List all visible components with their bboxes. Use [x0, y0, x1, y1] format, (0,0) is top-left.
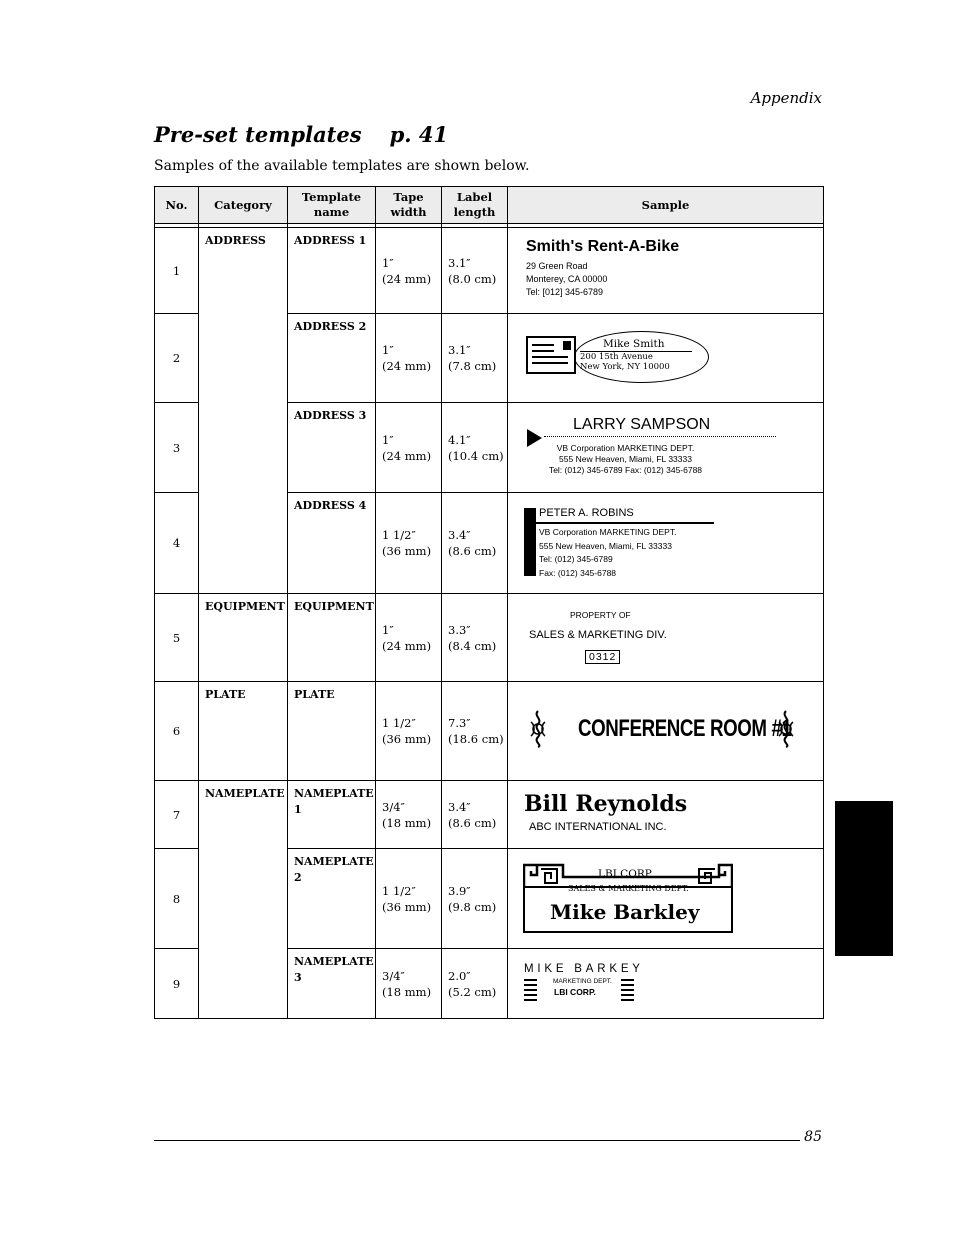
row-number: 2: [155, 314, 199, 403]
sample-line: SALES & MARKETING DEPT.: [568, 884, 689, 893]
tape-width: 1″ (24 mm): [376, 314, 442, 403]
sample-line: 555 New Heaven, Miami, FL 33333: [559, 454, 692, 464]
row-number: 9: [155, 949, 199, 1019]
sample-line: Tel: (012) 345-6789 Fax: (012) 345-6788: [548, 465, 703, 475]
sample-title: Smith's Rent-A-Bike: [526, 238, 680, 255]
sample-address-2: [508, 314, 824, 403]
sample-address-3: [508, 403, 824, 493]
sample-name: Bill Reynolds: [524, 791, 688, 817]
label-length: 2.0″ (5.2 cm): [442, 949, 508, 1019]
sample-line: Fax: (012) 345-6788: [539, 568, 617, 578]
row-number: 5: [155, 594, 199, 682]
sample-line: 29 Green Road: [526, 261, 588, 271]
template-name: PLATE: [288, 682, 376, 781]
sample-number: 0312: [585, 650, 620, 664]
sample-line: ABC INTERNATIONAL INC.: [529, 821, 667, 833]
sample-text: CONFERENCE ROOM #1: [578, 715, 792, 742]
row-number: 7: [155, 781, 199, 849]
category-cell: ADDRESS: [199, 228, 288, 594]
sample-name: Mike Smith: [603, 338, 665, 350]
label-length: 3.1″ (7.8 cm): [442, 314, 508, 403]
sample-company: LBI CORP.: [598, 868, 653, 880]
sample-nameplate-2: [508, 849, 824, 949]
label-length: 7.3″ (18.6 cm): [442, 682, 508, 781]
sample-nameplate-3: [508, 949, 824, 1019]
category-cell: NAMEPLATE: [199, 781, 288, 1019]
label-length: 3.3″ (8.4 cm): [442, 594, 508, 682]
sample-company: LBI CORP.: [554, 987, 596, 997]
header-tape-width: Tape width: [376, 187, 442, 224]
tape-width: 1″ (24 mm): [376, 228, 442, 314]
row-number: 3: [155, 403, 199, 493]
sample-line: New York, NY 10000: [580, 362, 670, 372]
label-length: 3.9″ (9.8 cm): [442, 849, 508, 949]
sample-address-4: [508, 493, 824, 594]
table-header-row: [155, 187, 824, 224]
tape-width: 1″ (24 mm): [376, 403, 442, 493]
title-text: Pre-set templates: [154, 122, 362, 147]
row-number: 1: [155, 228, 199, 314]
header-label-length: Label length: [442, 187, 508, 224]
table-row: [155, 228, 824, 314]
sample-line: 555 New Heaven, Miami, FL 33333: [539, 541, 672, 551]
row-number: 6: [155, 682, 199, 781]
tape-width: 3/4″ (18 mm): [376, 949, 442, 1019]
envelope-icon: [526, 336, 576, 374]
page-reference: p. 41: [389, 122, 449, 147]
tape-width: 1″ (24 mm): [376, 594, 442, 682]
section-header: Appendix: [750, 89, 822, 107]
template-name: NAMEPLATE 2: [288, 849, 376, 949]
template-name: NAMEPLATE 3: [288, 949, 376, 1019]
ornament-left-icon: [529, 710, 547, 748]
sample-nameplate-1: [508, 781, 824, 849]
sample-line: PROPERTY OF: [570, 610, 631, 620]
footer-rule: [154, 1140, 800, 1141]
header-template-name: Template name: [288, 187, 376, 224]
template-name: NAMEPLATE 1: [288, 781, 376, 849]
sample-name: MIKE BARKEY: [524, 963, 644, 975]
sample-name: PETER A. ROBINS: [539, 507, 634, 519]
sample-line: Tel: (012) 345-6789: [539, 554, 613, 564]
sample-address-1: [508, 228, 824, 314]
sample-equipment: [508, 594, 824, 682]
template-name: EQUIPMENT: [288, 594, 376, 682]
sample-plate: [508, 682, 824, 781]
sample-name: LARRY SAMPSON: [573, 416, 711, 433]
label-length: 3.1″ (8.0 cm): [442, 228, 508, 314]
sample-line: 200 15th Avenue: [580, 352, 653, 362]
row-number: 4: [155, 493, 199, 594]
header-sample: Sample: [508, 187, 824, 224]
header-category: Category: [199, 187, 288, 224]
header-no: No.: [155, 187, 199, 224]
tape-width: 1 1/2″ (36 mm): [376, 493, 442, 594]
intro-text: Samples of the available templates are shown below.: [154, 158, 530, 174]
sample-line: Monterey, CA 00000: [526, 274, 608, 284]
template-name: ADDRESS 1: [288, 228, 376, 314]
section-tab: [835, 801, 893, 956]
category-cell: PLATE: [199, 682, 288, 781]
template-name: ADDRESS 2: [288, 314, 376, 403]
label-length: 3.4″ (8.6 cm): [442, 493, 508, 594]
page-title: [154, 122, 448, 147]
templates-table: [154, 186, 824, 1019]
sample-line: VB Corporation MARKETING DEPT.: [539, 527, 677, 537]
sample-line: Tel: [012] 345-6789: [526, 287, 604, 297]
tape-width: 1 1/2″ (36 mm): [376, 849, 442, 949]
table-row: [155, 594, 824, 682]
table-row: [155, 682, 824, 781]
table-row: [155, 781, 824, 849]
tape-width: 1 1/2″ (36 mm): [376, 682, 442, 781]
sample-line: MARKETING DEPT.: [553, 978, 612, 985]
label-length: 3.4″ (8.6 cm): [442, 781, 508, 849]
template-name: ADDRESS 4: [288, 493, 376, 594]
sample-line: VB Corporation MARKETING DEPT.: [556, 443, 695, 453]
page-number: 85: [804, 1129, 822, 1145]
label-length: 4.1″ (10.4 cm): [442, 403, 508, 493]
category-cell: EQUIPMENT: [199, 594, 288, 682]
tape-width: 3/4″ (18 mm): [376, 781, 442, 849]
ornament-right-icon: [777, 710, 795, 748]
sample-name: Mike Barkley: [550, 900, 700, 924]
row-number: 8: [155, 849, 199, 949]
sample-line: SALES & MARKETING DIV.: [529, 629, 667, 641]
template-name: ADDRESS 3: [288, 403, 376, 493]
